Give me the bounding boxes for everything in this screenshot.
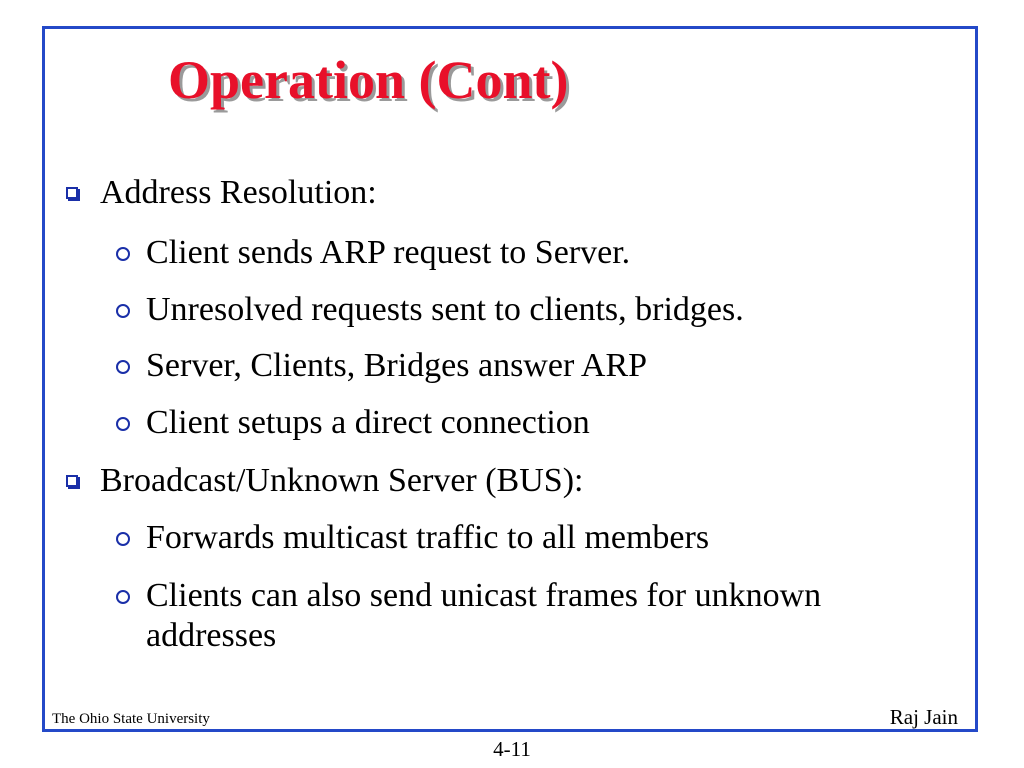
sub-bullet-item	[112, 233, 952, 273]
sub-bullet-text: Clients can also send unicast frames for unknown addresses	[146, 577, 822, 654]
sub-bullet-item	[112, 290, 952, 330]
bullet-item	[66, 461, 583, 501]
sub-bullet-text: Client sends ARP request to Server.	[146, 234, 631, 271]
page-number: 4-11	[493, 737, 531, 761]
sub-bullet-text: Forwards multicast traffic to all members	[146, 519, 710, 556]
bullet-text: Address Resolution:	[100, 174, 377, 211]
sub-bullet-text: Client setups a direct connection	[146, 404, 590, 441]
circle-bullet-icon	[116, 532, 130, 546]
sub-bullet-text: Server, Clients, Bridges answer ARP	[146, 347, 648, 384]
sub-bullet-item	[112, 403, 952, 443]
slide-title: Operation (Cont)	[168, 50, 569, 110]
square-bullet-icon	[66, 475, 78, 487]
bullet-text: Broadcast/Unknown Server (BUS):	[100, 462, 584, 499]
sub-bullet-item	[112, 346, 952, 386]
footer-institution: The Ohio State University	[52, 711, 210, 727]
footer-author: Raj Jain	[889, 705, 958, 729]
circle-bullet-icon	[116, 417, 130, 431]
sub-bullet-text: Unresolved requests sent to clients, bridges.	[146, 291, 744, 328]
sub-bullet-item	[112, 576, 912, 656]
square-bullet-icon	[66, 187, 78, 199]
circle-bullet-icon	[116, 360, 130, 374]
bullet-item	[66, 173, 377, 213]
circle-bullet-icon	[116, 590, 130, 604]
circle-bullet-icon	[116, 247, 130, 261]
sub-bullet-item	[112, 518, 952, 558]
circle-bullet-icon	[116, 304, 130, 318]
